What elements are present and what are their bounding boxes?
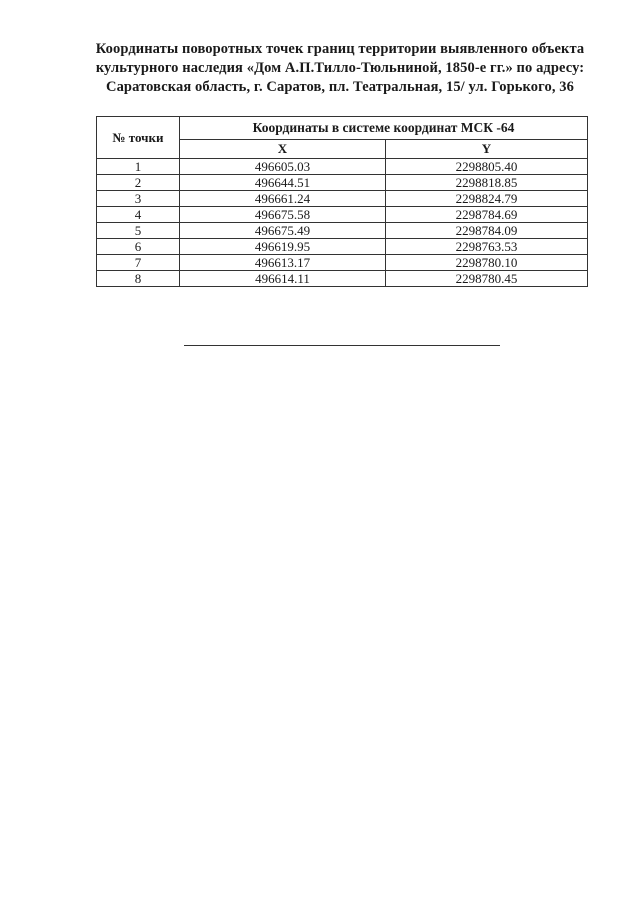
table-row [97,175,588,191]
coordinates-table [96,116,588,287]
header-y: Y [386,140,588,159]
table-row [97,239,588,255]
title-line-2: культурного наследия «Дом А.П.Тилло-Тюльниной, 1850-е гг.» по адресу: [95,60,585,76]
cell-y: 2298780.45 [386,271,588,287]
document-title [60,40,620,97]
table-row [97,207,588,223]
cell-y: 2298763.53 [386,239,588,255]
cell-y: 2298780.10 [386,255,588,271]
title-line-1: Координаты поворотных точек границ территории выявленного объекта [95,41,585,57]
header-point-number: № точки [97,117,180,159]
table-row [97,191,588,207]
cell-x: 496613.17 [180,255,386,271]
cell-x: 496644.51 [180,175,386,191]
cell-y: 2298824.79 [386,191,588,207]
header-coordinate-system: Координаты в системе координат МСК -64 [180,117,588,140]
cell-point-number: 4 [97,207,180,223]
header-x: X [180,140,386,159]
cell-point-number: 8 [97,271,180,287]
table-row [97,223,588,239]
cell-point-number: 3 [97,191,180,207]
table-row [97,255,588,271]
cell-y: 2298784.09 [386,223,588,239]
table-row [97,271,588,287]
cell-y: 2298805.40 [386,159,588,175]
cell-x: 496675.58 [180,207,386,223]
cell-x: 496619.95 [180,239,386,255]
cell-point-number: 5 [97,223,180,239]
cell-y: 2298818.85 [386,175,588,191]
table-row [97,159,588,175]
cell-point-number: 1 [97,159,180,175]
cell-point-number: 2 [97,175,180,191]
cell-x: 496661.24 [180,191,386,207]
cell-point-number: 7 [97,255,180,271]
horizontal-divider [184,345,500,346]
cell-x: 496675.49 [180,223,386,239]
cell-y: 2298784.69 [386,207,588,223]
cell-point-number: 6 [97,239,180,255]
cell-x: 496614.11 [180,271,386,287]
title-line-3: Саратовская область, г. Саратов, пл. Театральная, 15/ ул. Горького, 36 [106,79,574,95]
cell-x: 496605.03 [180,159,386,175]
